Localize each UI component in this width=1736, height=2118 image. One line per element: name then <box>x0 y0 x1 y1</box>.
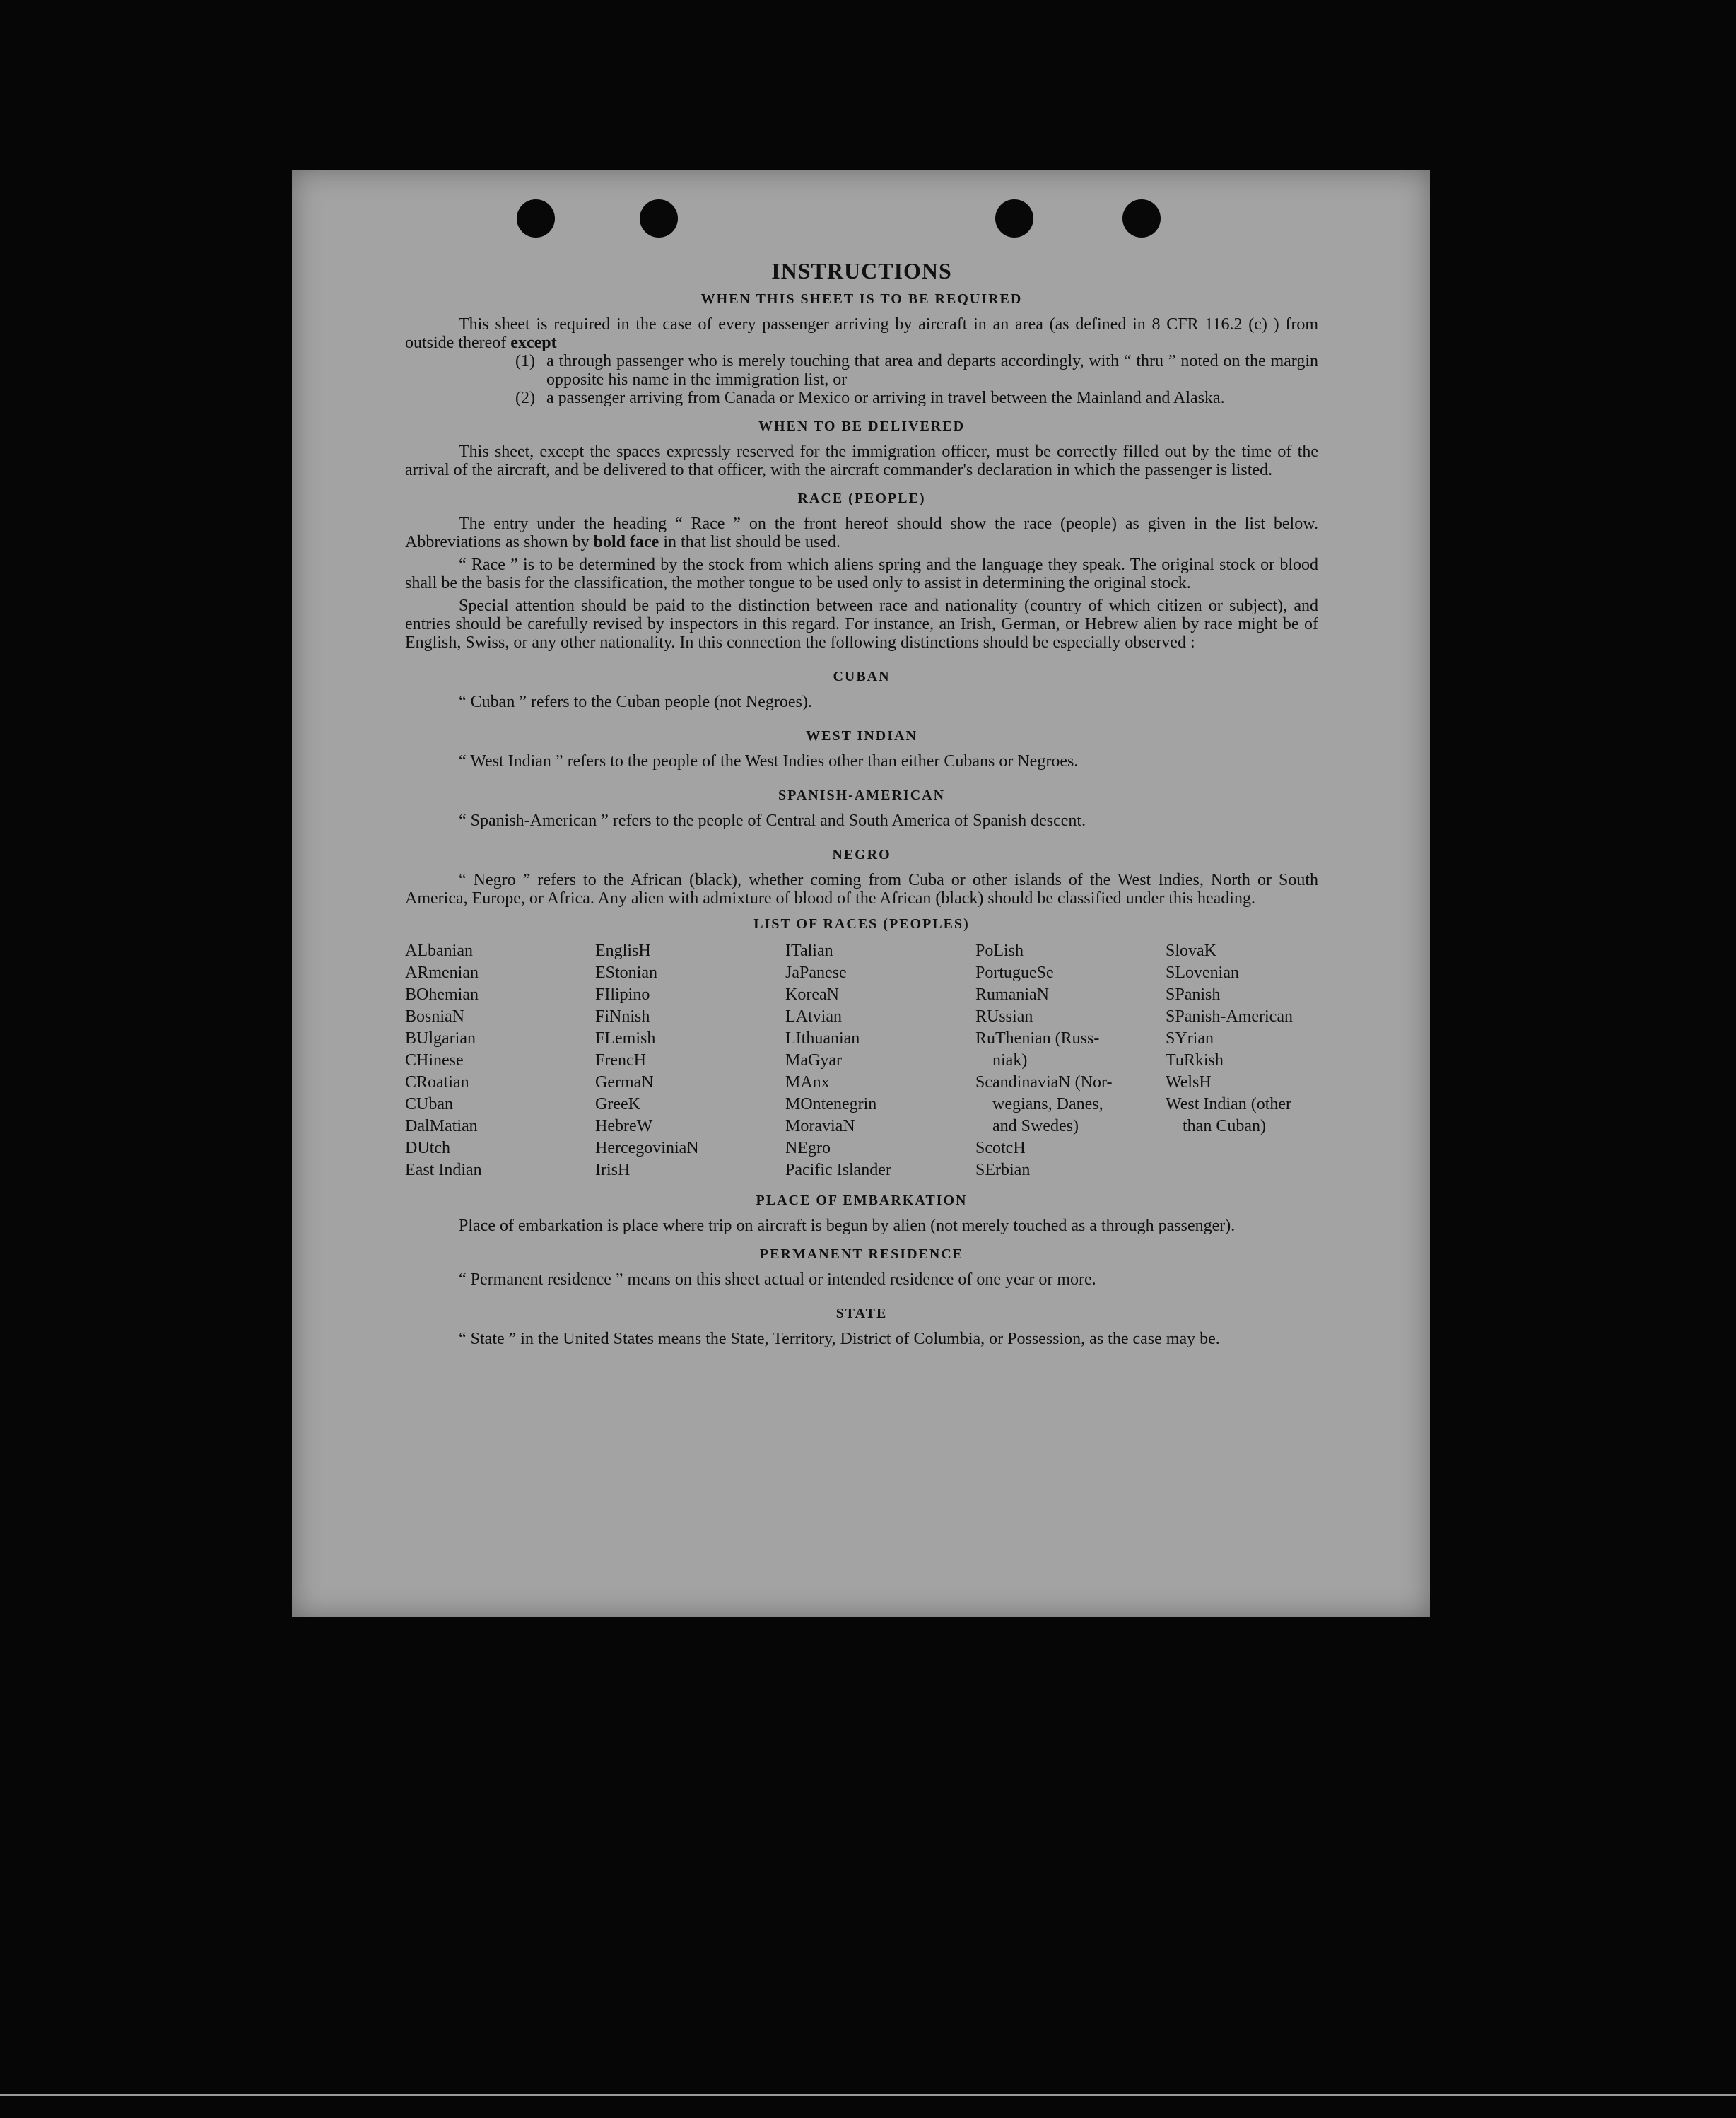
race-entry: SYrian <box>1166 1029 1214 1048</box>
section-heading-embarkation: PLACE OF EMBARKATION <box>756 1193 968 1208</box>
races-column <box>1166 940 1318 1181</box>
state-text: “ State ” in the United States means the State, Territory, District of Columbia, or Possession, as the case may be. <box>459 1330 1220 1348</box>
spanish-american-text: “ Spanish-American ” refers to the people of Central and South America of Spanish descent. <box>459 812 1086 830</box>
section-heading-delivered: WHEN TO BE DELIVERED <box>758 419 966 434</box>
race-paragraph-1: The entry under the heading “ Race ” on the front hereof should show the race (people) as given in the list below. Abbreviations as shown by bold face in that list should be used. <box>405 515 1318 551</box>
section-heading-west-indian: WEST INDIAN <box>806 728 917 744</box>
race-entry: Pacific Islander <box>785 1161 891 1179</box>
cuban-text: “ Cuban ” refers to the Cuban people (not Negroes). <box>459 693 812 711</box>
race-entry: MoraviaN <box>785 1117 855 1135</box>
race-entry: EStonian <box>595 964 657 982</box>
race-entry: FrencH <box>595 1051 646 1070</box>
races-column <box>595 940 785 1181</box>
race-entry: LIthuanian <box>785 1029 860 1048</box>
race-paragraph-3: Special attention should be paid to the distinction between race and nationality (country of which citizen or subject), and entries should be carefully revised by inspectors in this regard. For instance, an Irish, German, or Hebrew alien by race might be of English, Swiss, or any other nationality. In this connection the following distinctions should be especially observed : <box>405 597 1318 652</box>
race-entry: SLovenian <box>1166 964 1239 982</box>
punch-hole <box>1122 199 1161 238</box>
section-heading-cuban: CUBAN <box>833 669 891 684</box>
required-item-1: (1) a through passenger who is merely touching that area and departs accordingly, with “ thru ” noted on the margin opposite his name in the immigration list, or <box>515 352 1318 389</box>
race-entry: DalMatian <box>405 1117 478 1135</box>
race-entry: PortugueSe <box>975 964 1054 982</box>
race-entry: niak) <box>992 1051 1028 1070</box>
race-entry: FLemish <box>595 1029 656 1048</box>
races-column <box>405 940 595 1181</box>
race-entry: FiNnish <box>595 1007 650 1026</box>
races-list <box>405 940 1318 1181</box>
race-entry: EnglisH <box>595 942 651 960</box>
race-entry: SlovaK <box>1166 942 1216 960</box>
section-heading-state: STATE <box>835 1306 888 1321</box>
required-intro: This sheet is required in the case of every passenger arriving by aircraft in an area (as defined in 8 CFR 116.2 (c) ) from outside thereof except <box>405 315 1318 352</box>
race-entry: East Indian <box>405 1161 482 1179</box>
race-entry: CHinese <box>405 1051 464 1070</box>
section-heading-residence: PERMANENT RESIDENCE <box>759 1246 964 1262</box>
race-entry: KoreaN <box>785 985 839 1004</box>
race-entry: PoLish <box>975 942 1024 960</box>
race-entry: SErbian <box>975 1161 1031 1179</box>
section-heading-race: RACE (PEOPLE) <box>797 491 926 506</box>
race-entry: RumaniaN <box>975 985 1049 1004</box>
instructions-body <box>405 258 1318 1348</box>
races-column <box>785 940 975 1181</box>
race-entry: JaPanese <box>785 964 847 982</box>
race-entry: RUssian <box>975 1007 1033 1026</box>
delivered-text: This sheet, except the spaces expressly reserved for the immigration officer, must be correctly filled out by the time of the arrival of the aircraft, and be delivered to that officer, with the aircraft commander's declaration in which the passenger is listed. <box>405 443 1318 479</box>
race-entry: ALbanian <box>405 942 473 960</box>
race-entry: ARmenian <box>405 964 479 982</box>
section-heading-list-of-races: LIST OF RACES (PEOPLES) <box>753 916 970 932</box>
race-entry: GreeK <box>595 1095 640 1113</box>
race-entry: ITalian <box>785 942 833 960</box>
west-indian-text: “ West Indian ” refers to the people of the West Indies other than either Cubans or Negroes. <box>459 752 1079 771</box>
race-entry: West Indian (other <box>1166 1095 1292 1113</box>
race-entry: MaGyar <box>785 1051 842 1070</box>
race-entry: MOntenegrin <box>785 1095 877 1113</box>
race-entry: HebreW <box>595 1117 653 1135</box>
races-column <box>975 940 1166 1181</box>
race-entry: NEgro <box>785 1139 831 1157</box>
section-heading-required: WHEN THIS SHEET IS TO BE REQUIRED <box>700 291 1023 307</box>
race-entry: CUban <box>405 1095 453 1113</box>
embarkation-text: Place of embarkation is place where trip on aircraft is begun by alien (not merely touched as a through passenger). <box>459 1217 1236 1235</box>
negro-text: “ Negro ” refers to the African (black), whether coming from Cuba or other islands of the West Indies, North or South America, Europe, or Africa. Any alien with admixture of blood of the African (black) should be classified under this heading. <box>405 871 1318 908</box>
race-entry: WelsH <box>1166 1073 1212 1092</box>
race-paragraph-2: “ Race ” is to be determined by the stock from which aliens spring and the language they speak. The original stock or blood shall be the basis for the classification, the mother tongue to be used only to assist in determining the original stock. <box>405 556 1318 592</box>
page-title: INSTRUCTIONS <box>771 258 952 283</box>
race-entry: CRoatian <box>405 1073 469 1092</box>
race-entry: ScandinaviaN (Nor- <box>975 1073 1113 1092</box>
residence-text: “ Permanent residence ” means on this sheet actual or intended residence of one year or more. <box>459 1270 1096 1289</box>
race-entry: wegians, Danes, <box>992 1095 1103 1113</box>
race-entry: BUlgarian <box>405 1029 476 1048</box>
race-entry: TuRkish <box>1166 1051 1224 1070</box>
race-entry: FIlipino <box>595 985 650 1004</box>
race-entry: ScotcH <box>975 1139 1026 1157</box>
race-entry: HercegoviniaN <box>595 1139 699 1157</box>
race-entry: MAnx <box>785 1073 830 1092</box>
section-heading-negro: NEGRO <box>832 847 891 862</box>
race-entry: LAtvian <box>785 1007 842 1026</box>
race-entry: DUtch <box>405 1139 450 1157</box>
race-entry: than Cuban) <box>1183 1117 1266 1135</box>
punch-hole <box>517 199 555 238</box>
required-item-2: (2) a passenger arriving from Canada or Mexico or arriving in travel between the Mainland and Alaska. <box>515 389 1225 407</box>
section-heading-spanish-american: SPANISH-AMERICAN <box>778 788 946 803</box>
punch-hole <box>640 199 678 238</box>
scan-edge-line <box>0 2094 1736 2096</box>
race-entry: BosniaN <box>405 1007 464 1026</box>
race-entry: and Swedes) <box>992 1117 1079 1135</box>
document-sheet <box>292 170 1430 1617</box>
race-entry: GermaN <box>595 1073 654 1092</box>
race-entry: SPanish <box>1166 985 1221 1004</box>
race-entry: SPanish-American <box>1166 1007 1293 1026</box>
race-entry: RuThenian (Russ- <box>975 1029 1100 1048</box>
race-entry: IrisH <box>595 1161 631 1179</box>
punch-hole <box>995 199 1033 238</box>
race-entry: BOhemian <box>405 985 479 1004</box>
